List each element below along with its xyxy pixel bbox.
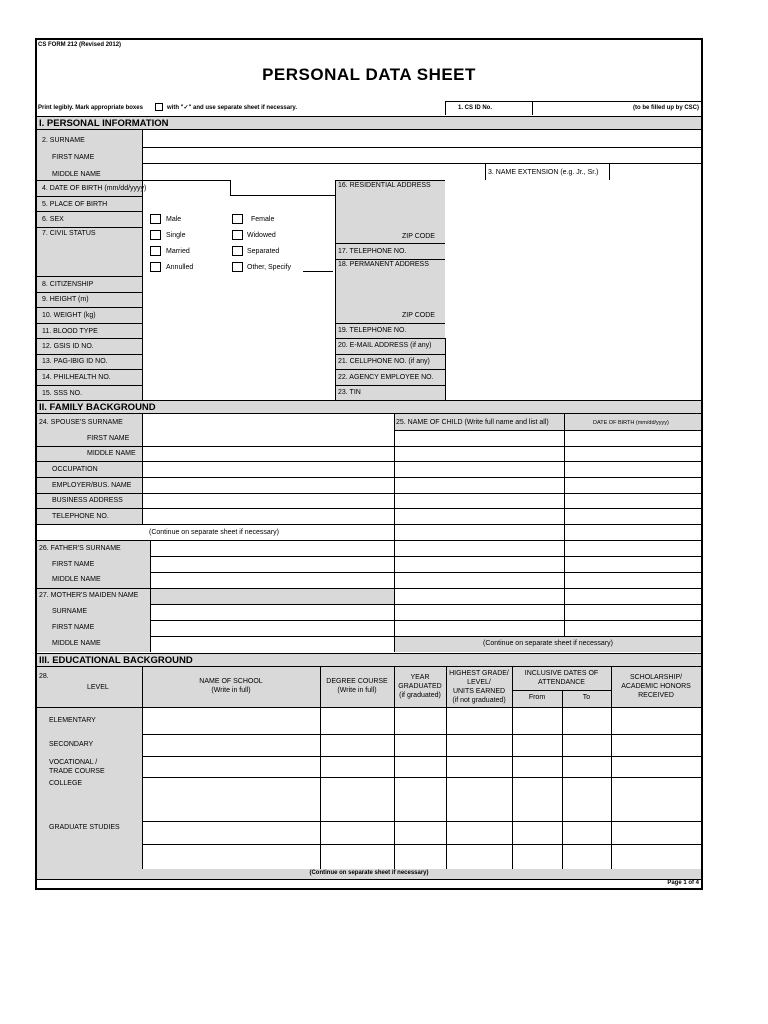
level-vocational: VOCATIONAL /: [49, 759, 98, 766]
name-extension-label: 3. NAME EXTENSION (e.g. Jr., Sr.): [488, 169, 599, 176]
blood-type-label: 11. BLOOD TYPE: [42, 328, 98, 335]
spouse-first-name-label: FIRST NAME: [87, 435, 130, 442]
spouse-surname-field[interactable]: [143, 414, 394, 430]
divider: [37, 879, 701, 880]
citizenship-label: 8. CITIZENSHIP: [42, 281, 94, 288]
instruction-text-1: Print legibly. Mark appropriate boxes: [38, 105, 143, 111]
level-graduate-studies: GRADUATE STUDIES: [49, 824, 120, 831]
permanent-address-field[interactable]: [445, 259, 701, 307]
telephone-label: TELEPHONE NO.: [52, 513, 109, 520]
father-middle-name-label: MIDDLE NAME: [52, 576, 101, 583]
page-number: Page 1 of 4: [667, 880, 699, 886]
from-header: From: [528, 694, 546, 701]
gsis-field[interactable]: [142, 338, 335, 354]
pob-label: 5. PLACE OF BIRTH: [42, 201, 108, 208]
child-name-label: 25. NAME OF CHILD (Write full name and list all): [396, 419, 549, 426]
telephone-1-field[interactable]: [445, 243, 701, 259]
father-middle-name-field[interactable]: [151, 572, 394, 588]
telephone-1-label: 17. TELEPHONE NO.: [338, 248, 407, 255]
checkbox-sample-icon: [155, 103, 163, 111]
cellphone-label: 21. CELLPHONE NO. (if any): [338, 358, 430, 365]
zipcode-2-field[interactable]: [445, 307, 701, 323]
male-label: Male: [166, 216, 182, 223]
separated-checkbox[interactable]: [232, 246, 243, 256]
employer-label: EMPLOYER/BUS. NAME: [52, 482, 132, 489]
education-item-number: 28.: [39, 673, 49, 680]
father-first-name-label: FIRST NAME: [52, 561, 95, 568]
philhealth-field[interactable]: [142, 369, 335, 385]
dob-label: 4. DATE OF BIRTH (mm/dd/yyyy): [42, 185, 147, 192]
instruction-text-2: with "✓" and use separate sheet if necessary.: [167, 105, 297, 111]
married-checkbox[interactable]: [150, 246, 161, 256]
continue-note-1: (Continue on separate sheet if necessary): [149, 529, 279, 536]
zipcode-1-label: ZIP CODE: [402, 233, 435, 240]
spouse-middle-name-field[interactable]: [143, 446, 394, 461]
weight-label: 10. WEIGHT (kg): [42, 312, 96, 319]
female-checkbox[interactable]: [232, 214, 243, 224]
spouse-first-name-field[interactable]: [143, 430, 394, 446]
male-checkbox[interactable]: [150, 214, 161, 224]
citizenship-field[interactable]: [142, 276, 335, 292]
business-address-field[interactable]: [143, 493, 394, 508]
elementary-row[interactable]: [143, 708, 701, 734]
single-checkbox[interactable]: [150, 230, 161, 240]
sss-field[interactable]: [142, 385, 335, 400]
surname-field[interactable]: [142, 130, 701, 148]
level-trade-course: TRADE COURSE: [49, 768, 105, 775]
employer-field[interactable]: [143, 477, 394, 493]
continue-note-education: (Continue on separate sheet if necessary): [37, 869, 701, 879]
level-secondary: SECONDARY: [49, 741, 94, 748]
cs-id-label: 1. CS ID No.: [458, 105, 493, 111]
level-college: COLLEGE: [49, 780, 83, 787]
mother-middle-name-label: MIDDLE NAME: [52, 640, 101, 647]
other-specify-field[interactable]: [303, 271, 333, 272]
weight-field[interactable]: [142, 307, 335, 323]
college-row[interactable]: [143, 778, 701, 821]
cs-id-label-box: [445, 101, 533, 115]
surname-label: 2. SURNAME: [42, 137, 85, 144]
telephone-field[interactable]: [143, 508, 394, 524]
year-graduated-header: YEAR GRADUATED (if graduated): [398, 674, 442, 699]
telephone-2-field[interactable]: [445, 323, 701, 338]
cellphone-field[interactable]: [445, 354, 701, 369]
agency-employee-field[interactable]: [445, 369, 701, 385]
level-elementary: ELEMENTARY: [49, 717, 96, 724]
section-personal-information: I. PERSONAL INFORMATION: [37, 116, 701, 130]
sss-label: 15. SSS NO.: [42, 390, 83, 397]
children-names-field[interactable]: [395, 430, 564, 636]
father-surname-label: 26. FATHER'S SURNAME: [39, 545, 121, 552]
female-label: Female: [251, 216, 275, 223]
divider: [445, 338, 446, 400]
honors-header: SCHOLARSHIP/ ACADEMIC HONORS RECEIVED: [621, 674, 691, 699]
married-label: Married: [166, 248, 190, 255]
divider: [512, 690, 611, 691]
middle-name-field[interactable]: [142, 164, 485, 180]
zipcode-2-label: ZIP CODE: [402, 312, 435, 319]
graduate-studies-row[interactable]: [143, 822, 701, 869]
zipcode-1-field[interactable]: [445, 228, 701, 243]
divider: [142, 130, 143, 400]
mother-middle-name-field[interactable]: [151, 636, 394, 652]
telephone-2-label: 19. TELEPHONE NO.: [338, 327, 407, 334]
tin-field[interactable]: [445, 385, 701, 400]
occupation-label: OCCUPATION: [52, 466, 98, 473]
first-name-field[interactable]: [142, 148, 701, 164]
name-extension-label-cell: [485, 164, 610, 180]
widowed-label: Widowed: [247, 232, 276, 239]
height-label: 9. HEIGHT (m): [42, 296, 89, 303]
civil-status-label: 7. CIVIL STATUS: [42, 230, 96, 237]
blood-type-field[interactable]: [142, 323, 335, 338]
vocational-row[interactable]: [143, 757, 701, 777]
page-title: PERSONAL DATA SHEET: [262, 65, 476, 84]
degree-header: DEGREE COURSE (Write in full): [326, 678, 388, 694]
inclusive-dates-header: INCLUSIVE DATES OF ATTENDANCE: [524, 670, 599, 686]
cs-id-input[interactable]: [533, 101, 701, 115]
csc-note: (to be filled up by CSC): [633, 105, 699, 111]
mother-surname-label: SURNAME: [52, 608, 88, 615]
agency-employee-label: 22. AGENCY EMPLOYEE NO.: [338, 374, 434, 381]
pagibig-label: 13. PAG-IBIG ID NO.: [42, 358, 108, 365]
section-educational-background: III. EDUCATIONAL BACKGROUND: [37, 653, 701, 667]
level-header: LEVEL: [87, 684, 109, 691]
divider: [335, 338, 336, 400]
annulled-label: Annulled: [166, 264, 194, 271]
secondary-row[interactable]: [143, 735, 701, 756]
child-dob-label: DATE OF BIRTH (mm/dd/yyyy): [593, 420, 669, 426]
father-first-name-field[interactable]: [151, 556, 394, 572]
label-bg-right: [335, 180, 445, 400]
first-name-label: FIRST NAME: [52, 154, 95, 161]
pob-field[interactable]: [142, 196, 335, 211]
continue-note-2: (Continue on separate sheet if necessary): [483, 640, 613, 647]
to-header: To: [582, 694, 591, 701]
email-field[interactable]: [445, 338, 701, 354]
height-field[interactable]: [142, 292, 335, 307]
gsis-label: 12. GSIS ID NO.: [42, 343, 94, 350]
email-label: 20. E-MAIL ADDRESS (if any): [338, 342, 432, 349]
middle-name-label: MIDDLE NAME: [52, 171, 101, 178]
children-dob-field[interactable]: [565, 430, 701, 636]
personal-data-sheet-form: [35, 38, 703, 890]
residential-address-label: 16. RESIDENTIAL ADDRESS: [338, 182, 431, 189]
occupation-field[interactable]: [143, 461, 394, 477]
mother-maiden-name-label: 27. MOTHER'S MAIDEN NAME: [39, 592, 139, 599]
mother-first-name-field[interactable]: [151, 620, 394, 636]
label-bg-edu-levels: [37, 707, 142, 869]
philhealth-label: 14. PHILHEALTH NO.: [42, 374, 111, 381]
annulled-checkbox[interactable]: [150, 262, 161, 272]
single-label: Single: [166, 232, 186, 239]
form-code: CS FORM 212 (Revised 2012): [38, 42, 122, 48]
spouse-middle-name-label: MIDDLE NAME: [87, 450, 136, 457]
dob-field[interactable]: [230, 180, 335, 196]
widowed-checkbox[interactable]: [232, 230, 243, 240]
business-address-label: BUSINESS ADDRESS: [52, 497, 123, 504]
section-family-background: II. FAMILY BACKGROUND: [37, 400, 701, 414]
highest-grade-header: HIGHEST GRADE/ LEVEL/ UNITS EARNED (if not graduated): [449, 670, 509, 704]
permanent-address-label: 18. PERMANENT ADDRESS: [338, 261, 429, 268]
other-specify-label: Other, Specify: [247, 264, 291, 271]
tin-label: 23. TIN: [338, 389, 361, 396]
sex-label: 6. SEX: [42, 216, 64, 223]
father-surname-field[interactable]: [151, 540, 394, 556]
mother-first-name-label: FIRST NAME: [52, 624, 95, 631]
residential-address-field[interactable]: [445, 180, 701, 228]
spouse-surname-label: 24. SPOUSE'S SURNAME: [39, 419, 123, 426]
divider: [37, 556, 150, 557]
name-extension-field[interactable]: [610, 164, 701, 180]
mother-surname-field[interactable]: [151, 604, 394, 620]
school-header: NAME OF SCHOOL (Write in full): [199, 678, 263, 694]
pagibig-field[interactable]: [142, 354, 335, 369]
label-bg-mother-row: [150, 588, 394, 604]
separated-label: Separated: [247, 248, 280, 255]
other-checkbox[interactable]: [232, 262, 243, 272]
